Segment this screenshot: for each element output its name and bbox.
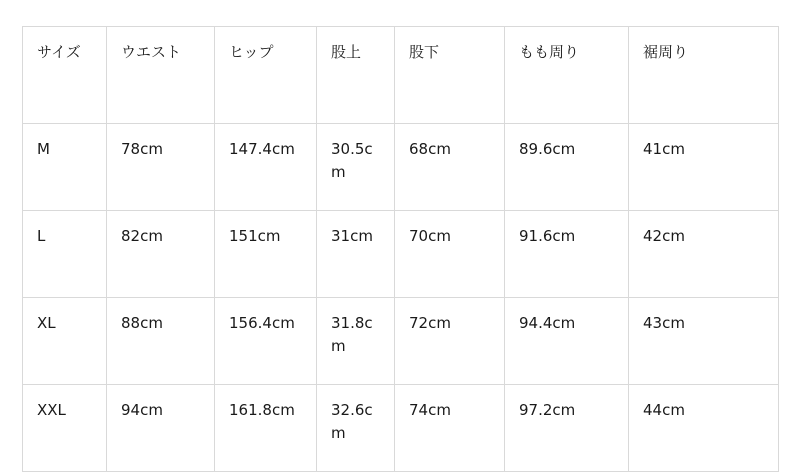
cell-hip: 156.4cm [215,298,317,385]
table-row [23,124,779,211]
cell-size: XL [23,298,107,385]
cell-size: M [23,124,107,211]
cell-hem: 41cm [629,124,779,211]
column-header-inseam: 股下 [395,27,505,124]
cell-rise: 32.6cm [317,385,395,472]
cell-inseam: 70cm [395,211,505,298]
size-chart-table [22,26,779,472]
cell-waist: 78cm [107,124,215,211]
cell-thigh: 89.6cm [505,124,629,211]
cell-thigh: 91.6cm [505,211,629,298]
column-header-waist: ウエスト [107,27,215,124]
column-header-hem: 裾周り [629,27,779,124]
cell-waist: 88cm [107,298,215,385]
size-chart-container [22,26,778,472]
table-header [23,27,779,124]
cell-hem: 43cm [629,298,779,385]
table-header-row [23,27,779,124]
cell-rise: 31cm [317,211,395,298]
column-header-thigh: もも周り [505,27,629,124]
cell-size: XXL [23,385,107,472]
column-header-rise: 股上 [317,27,395,124]
column-header-hip: ヒップ [215,27,317,124]
column-header-size: サイズ [23,27,107,124]
cell-rise: 30.5cm [317,124,395,211]
cell-hip: 151cm [215,211,317,298]
cell-hip: 161.8cm [215,385,317,472]
cell-thigh: 97.2cm [505,385,629,472]
table-row [23,211,779,298]
cell-thigh: 94.4cm [505,298,629,385]
cell-inseam: 72cm [395,298,505,385]
cell-inseam: 74cm [395,385,505,472]
cell-waist: 94cm [107,385,215,472]
cell-size: L [23,211,107,298]
cell-hip: 147.4cm [215,124,317,211]
cell-hem: 44cm [629,385,779,472]
table-row [23,298,779,385]
cell-rise: 31.8cm [317,298,395,385]
table-body [23,124,779,472]
table-row [23,385,779,472]
cell-inseam: 68cm [395,124,505,211]
cell-waist: 82cm [107,211,215,298]
cell-hem: 42cm [629,211,779,298]
